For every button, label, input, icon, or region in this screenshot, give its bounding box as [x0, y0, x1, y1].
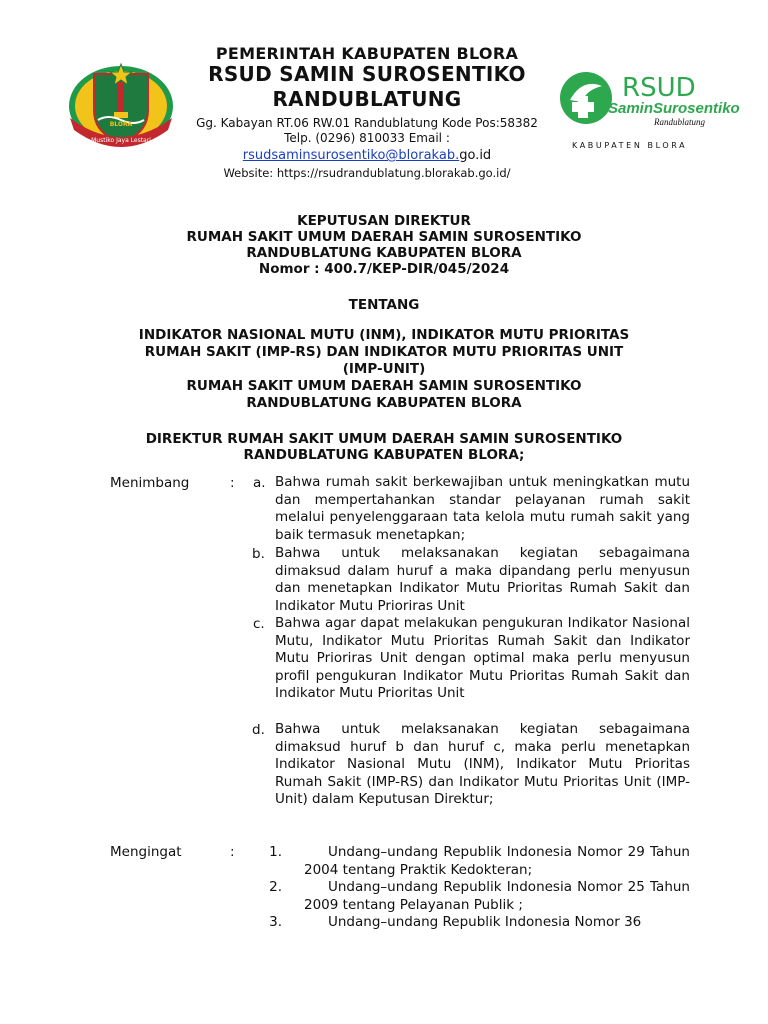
menimbang-item: Bahwa rumah sakit berkewajiban untuk meningkatkan mutu dan mempertahankan standar pelayanan rumah sakit melalui penyelenggaraan tata kelola mutu rumah sakit yang baik termasuk menetapkan;: [275, 474, 690, 543]
email-tail: go.id: [459, 148, 492, 163]
subject-line: RUMAH SAKIT (IMP-RS) DAN INDIKATOR MUTU PRIORITAS UNIT: [144, 344, 624, 360]
subject-line: INDIKATOR NASIONAL MUTU (INM), INDIKATOR MUTU PRIORITAS: [138, 327, 630, 343]
subject-line: RUMAH SAKIT UMUM DAERAH SAMIN SUROSENTIKO: [186, 378, 582, 394]
law-number: 1.: [269, 844, 282, 860]
mengingat-label: Mengingat: [110, 844, 182, 860]
decree-title-line: RANDUBLATUNG KABUPATEN BLORA: [246, 245, 522, 261]
item-letter: d.: [252, 722, 265, 738]
item-letter: c.: [253, 616, 265, 632]
law-item: Undang–undang Republik Indonesia Nomor 36: [328, 914, 642, 930]
svg-text:Mustiko Jaya Lestari: Mustiko Jaya Lestari: [91, 137, 151, 144]
subject-line: (IMP-UNIT): [342, 361, 426, 377]
menimbang-colon: :: [230, 475, 235, 491]
letterhead-text: [170, 44, 564, 180]
decree-number: Nomor : 400.7/KEP-DIR/045/2024: [258, 261, 510, 277]
law-number: 2.: [269, 879, 282, 895]
email-row: [170, 147, 564, 165]
law-item: Undang–undang Republik Indonesia Nomor 25 Tahun 2009 tentang Pelayanan Publik ;: [304, 879, 690, 913]
address: Gg. Kabayan RT.06 RW.01 Randublatung Kode Pos:58382: [196, 116, 538, 130]
phone: Telp. (0296) 810033 Email :: [284, 131, 450, 145]
director-heading: [0, 431, 768, 463]
rsud-logo-icon: [556, 68, 740, 152]
decree-title-line: KEPUTUSAN DIREKTUR: [297, 213, 471, 229]
blora-emblem-icon: [66, 60, 176, 148]
law-number: 3.: [269, 914, 282, 930]
director-line: RANDUBLATUNG KABUPATEN BLORA;: [243, 447, 525, 463]
svg-text:Randublatung: Randublatung: [654, 117, 705, 127]
svg-text:RSUD: RSUD: [622, 73, 696, 103]
menimbang-label: Menimbang: [110, 475, 190, 491]
menimbang-item: Bahwa untuk melaksanakan kegiatan sebagaimana dimaksud dalam huruf a maka dipandang perlu menyusun dan menetapkan Indikator Mutu Prioritas Rumah Sakit dan Indikator Mutu Prioriras Unit: [275, 545, 690, 614]
director-line: DIREKTUR RUMAH SAKIT UMUM DAERAH SAMIN SUROSENTIKO: [145, 431, 623, 447]
website: Website: https://rsudrandublatung.blorakab.go.id/: [223, 166, 511, 180]
decree-title-line: RUMAH SAKIT UMUM DAERAH SAMIN SUROSENTIKO: [186, 229, 582, 245]
hospital-name: RSUD SAMIN SUROSENTIKO: [208, 62, 526, 86]
subject-line: RANDUBLATUNG KABUPATEN BLORA: [246, 395, 522, 411]
menimbang-item: Bahwa untuk melaksanakan kegiatan sebagaimana dimaksud huruf b dan huruf c, maka perlu menetapkan Indikator Nasional Mutu (INM), Indikator Mutu Prioritas Rumah Sakit (IMP-RS) dan Indikator Mutu Prioritas Unit (IMP-Unit) dalam Keputusan Direktur;: [275, 721, 690, 808]
government-name: PEMERINTAH KABUPATEN BLORA: [215, 44, 519, 63]
menimbang-item: Bahwa agar dapat melakukan pengukuran Indikator Nasional Mutu, Indikator Mutu Prioritas Rumah Sakit dan Indikator Mutu Prioriras Unit dengan optimal maka perlu menyusun profil pengukuran Indikator Mutu Prioritas Rumah Sakit dan Indikator Mutu Prioritas Unit: [275, 615, 690, 702]
item-letter: a.: [253, 475, 266, 491]
svg-text:KABUPATEN BLORA: KABUPATEN BLORA: [572, 141, 688, 150]
email-link[interactable]: rsudsaminsurosentiko@blorakab.: [242, 148, 460, 163]
svg-text:SaminSurosentiko: SaminSurosentiko: [608, 100, 740, 117]
item-letter: b.: [252, 546, 265, 562]
law-item: Undang–undang Republik Indonesia Nomor 29 Tahun 2004 tentang Praktik Kedokteran;: [304, 844, 690, 878]
decree-title: [0, 213, 768, 277]
tentang-heading: TENTANG: [348, 297, 420, 313]
svg-text:BLORA: BLORA: [109, 121, 133, 128]
mengingat-colon: :: [230, 844, 235, 860]
hospital-location: RANDUBLATUNG: [272, 87, 462, 111]
decree-subject: [0, 327, 768, 412]
